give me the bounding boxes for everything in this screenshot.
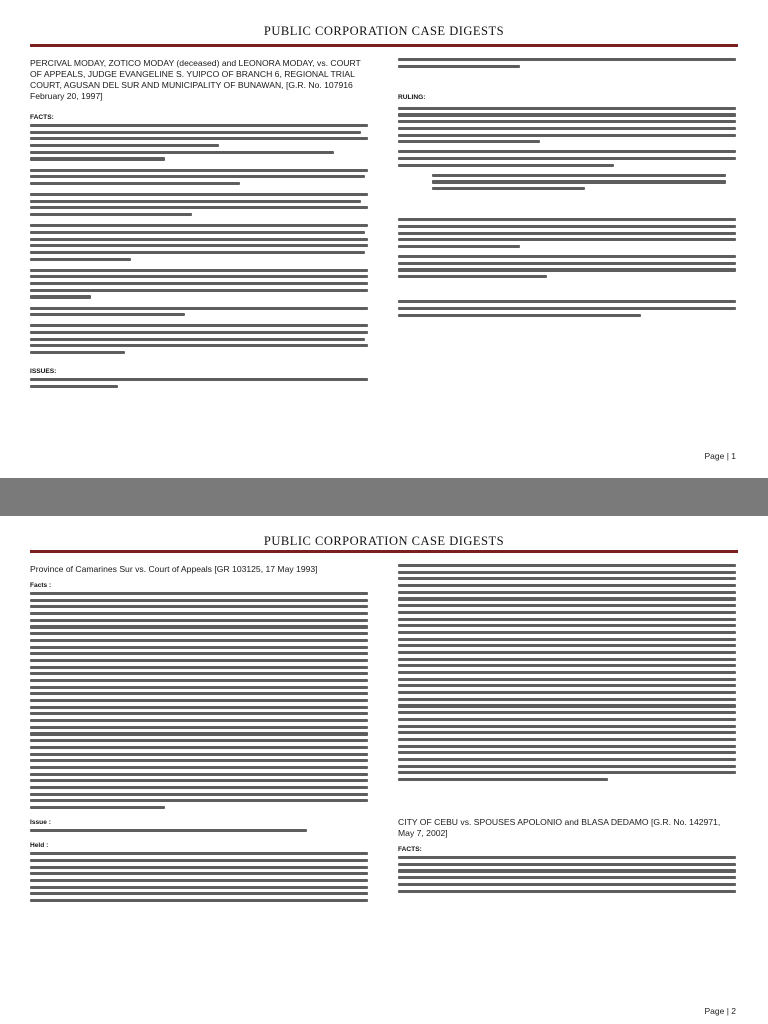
facts-paragraph bbox=[30, 324, 368, 354]
ruling-paragraph bbox=[398, 107, 736, 144]
page-header-title: PUBLIC CORPORATION CASE DIGESTS bbox=[263, 534, 505, 548]
facts-paragraph bbox=[30, 169, 368, 185]
case-title: Province of Camarines Sur vs. Court of Appeals [GR 103125, 17 May 1993] bbox=[30, 564, 318, 574]
ruling-paragraph bbox=[398, 218, 736, 248]
page-number: Page | 2 bbox=[704, 1006, 736, 1016]
issue-paragraph bbox=[30, 829, 368, 832]
ruling-paragraph bbox=[398, 255, 736, 278]
facts-paragraph bbox=[30, 193, 368, 216]
issues-heading: ISSUES: bbox=[30, 368, 57, 376]
issues-paragraph bbox=[398, 58, 736, 68]
facts-paragraph bbox=[398, 856, 736, 893]
left-column bbox=[30, 564, 368, 907]
held-paragraph bbox=[30, 852, 368, 902]
left-column bbox=[30, 58, 368, 393]
header-rule bbox=[30, 550, 738, 553]
facts-paragraph bbox=[30, 224, 368, 261]
issue-heading: Issue : bbox=[30, 819, 51, 827]
facts-paragraph bbox=[30, 592, 368, 809]
ruling-heading: RULING: bbox=[398, 93, 426, 101]
right-column bbox=[398, 58, 736, 322]
page-number: Page | 1 bbox=[704, 451, 736, 461]
facts-heading: FACTS: bbox=[398, 846, 422, 854]
ruling-paragraph bbox=[398, 150, 736, 166]
quoted-provision bbox=[432, 174, 726, 190]
page-header-title: PUBLIC CORPORATION CASE DIGESTS bbox=[263, 24, 505, 38]
dispositive-paragraph bbox=[398, 300, 736, 316]
page-separator bbox=[0, 478, 768, 516]
document-page-1 bbox=[0, 0, 768, 478]
case-title: CITY OF CEBU vs. SPOUSES APOLONIO and BLASA DEDAMO [G.R. No. 142971, May 7, 2002] bbox=[398, 817, 721, 839]
issues-paragraph bbox=[30, 378, 368, 388]
right-column bbox=[398, 564, 736, 898]
header-rule bbox=[30, 44, 738, 47]
case-title: PERCIVAL MODAY, ZOTICO MODAY (deceased) and LEONORA MODAY, vs. COURT OF APPEALS, JUDGE EVANGELINE S. YUIPCO OF BRANCH 6, REGIONAL TRIAL COURT, AGUSAN DEL SUR AND MUNICIPALITY OF BUNAWAN, [G.R. No. 107916 February 20, 1997] bbox=[30, 58, 361, 101]
facts-paragraph bbox=[30, 124, 368, 161]
held-paragraph-continued bbox=[398, 564, 736, 781]
facts-paragraph bbox=[30, 269, 368, 299]
facts-heading: FACTS: bbox=[30, 114, 54, 121]
facts-paragraph bbox=[30, 307, 368, 317]
held-heading: Held : bbox=[30, 842, 49, 850]
facts-heading: Facts : bbox=[30, 582, 52, 589]
document-page-2 bbox=[0, 516, 768, 1024]
